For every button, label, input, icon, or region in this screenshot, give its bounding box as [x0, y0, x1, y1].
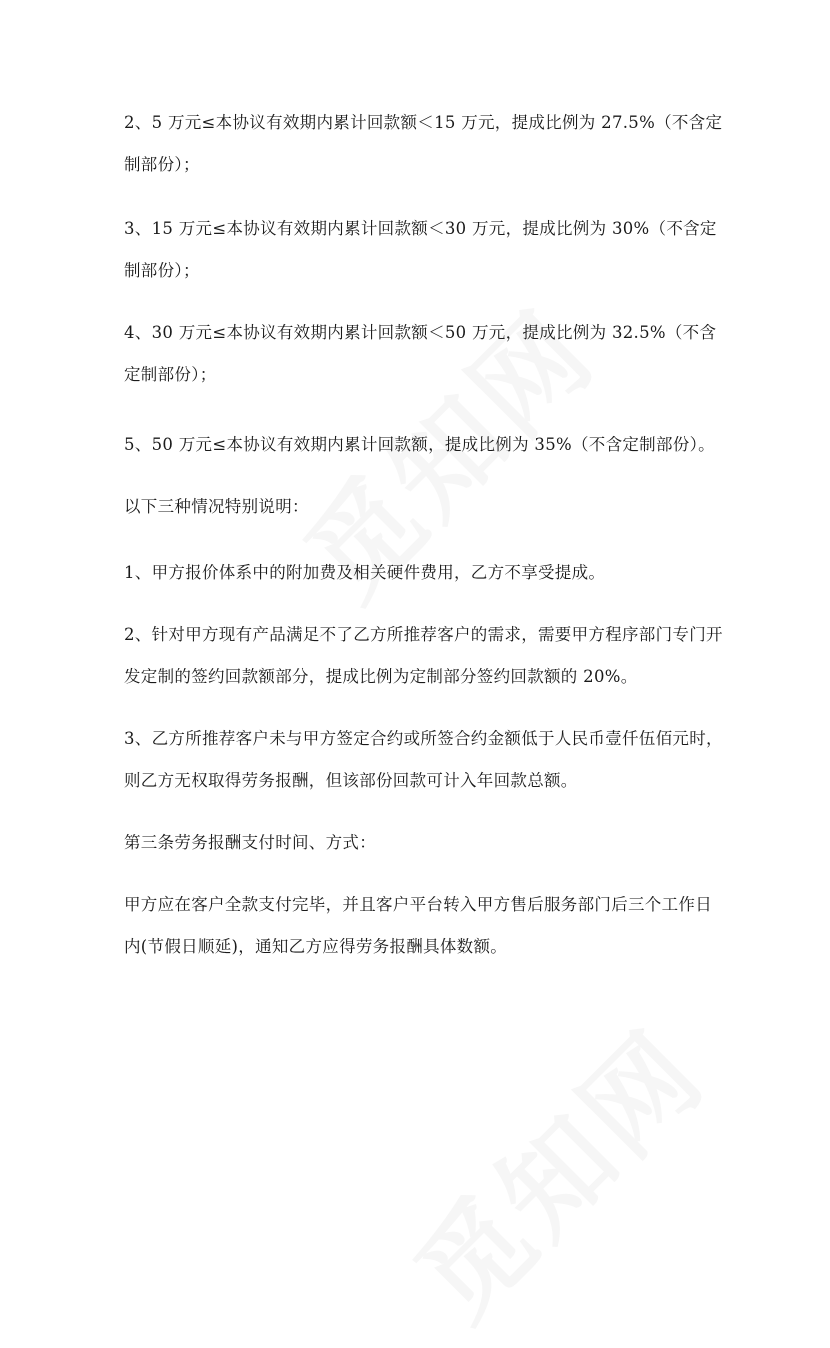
special-note-1: 1、甲方报价体系中的附加费及相关硬件费用，乙方不享受提成。	[124, 563, 606, 582]
watermark-bottom	[375, 990, 733, 1348]
paragraph-tier-4: 4、30 万元≤本协议有效期内累计回款额＜50 万元，提成比例为 32.5%（不含定制部份）；	[124, 323, 717, 384]
article-three-body: 甲方应在客户全款支付完毕，并且客户平台转入甲方售后服务部门后三个工作日内(节假日顺延)，通知乙方应得劳务报酬具体数额。	[124, 895, 712, 956]
special-notes-heading: 以下三种情况特别说明：	[124, 497, 309, 516]
article-three-heading: 第三条劳务报酬支付时间、方式：	[124, 833, 376, 852]
paragraph-tier-5: 5、50 万元≤本协议有效期内累计回款额，提成比例为 35%（不含定制部份）。	[124, 435, 715, 454]
paragraph-tier-3: 3、15 万元≤本协议有效期内累计回款额＜30 万元，提成比例为 30%（不含定制部份）；	[124, 219, 717, 280]
special-note-3: 3、乙方所推荐客户未与甲方签定合约或所签合约金额低于人民币壹仟伍佰元时，则乙方无权取得劳务报酬，但该部份回款可计入年回款总额。	[124, 729, 723, 790]
special-note-2: 2、针对甲方现有产品满足不了乙方所推荐客户的需求，需要甲方程序部门专门开发定制的签约回款额部分，提成比例为定制部分签约回款额的 20%。	[124, 625, 723, 686]
paragraph-tier-2: 2、5 万元≤本协议有效期内累计回款额＜15 万元，提成比例为 27.5%（不含定制部份）；	[124, 113, 723, 174]
